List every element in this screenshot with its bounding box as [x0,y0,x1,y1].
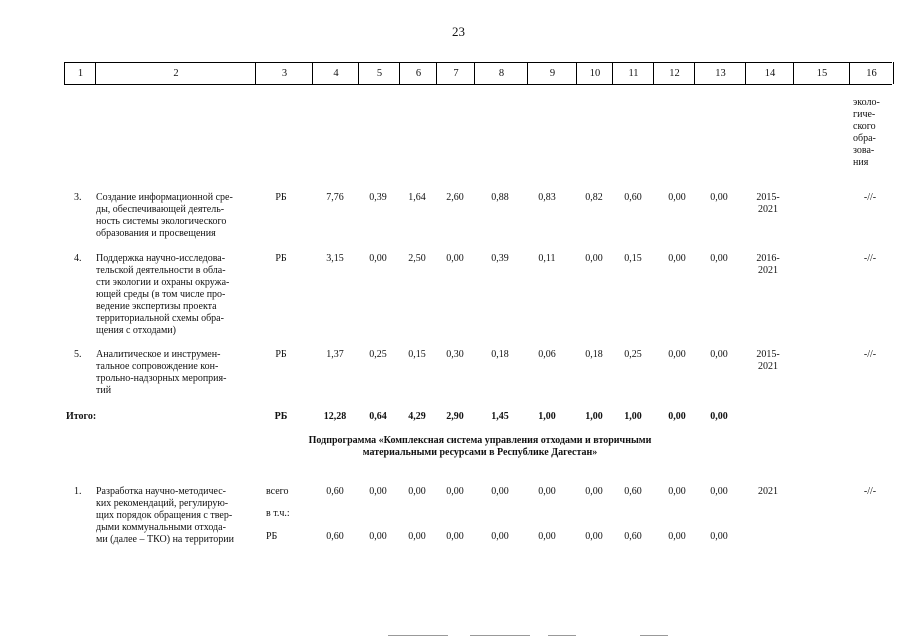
header-cell: 16 [849,62,894,84]
header-cell: 10 [576,62,613,84]
total-value: 4,29 [408,411,426,422]
value-cell: 0,00 [585,253,603,264]
value-cell: 0,00 [668,192,686,203]
header-cell: 14 [745,62,794,84]
header-cell: 11 [612,62,654,84]
value-cell: 0,00 [668,486,686,497]
funding-source: РБ [275,192,287,203]
continuation-text: эколо- гиче- ского обра- зова- ния [853,97,880,168]
description-line: ми (далее – ТКО) на территории [96,534,234,545]
description-line: щения с отходами) [96,325,176,336]
header-cell: 2 [95,62,256,84]
total-value: 1,00 [538,411,556,422]
description-line: Создание информационной сре- [96,192,233,203]
value-cell: 0,00 [668,531,686,542]
description-line: тальное сопровождение кон- [96,361,219,372]
description-line: территориальной схемы обра- [96,313,224,324]
header-cell: 9 [527,62,577,84]
header-cell: 6 [399,62,437,84]
description-line: ющей среды (в том числе про- [96,289,226,300]
value-cell: 0,00 [710,486,728,497]
header-cell: 15 [793,62,850,84]
value-cell: 0,00 [585,531,603,542]
description-line: Аналитическое и инструмен- [96,349,221,360]
value-cell: 0,00 [408,531,426,542]
value-cell: 0,00 [668,253,686,264]
footer-mark [470,635,530,636]
subprogram-title: Подпрограмма «Комплексная система управления отходами и вторичными материальными ресурсами в Республике Дагестан» [308,435,652,458]
header-cell: 13 [694,62,746,84]
value-cell: 0,25 [624,349,642,360]
value-cell: 0,00 [369,531,387,542]
description-line: дыми коммунальными отхода- [96,522,226,533]
value-cell: 0,00 [369,486,387,497]
value-cell: 0,00 [446,486,464,497]
row-number: 1. [74,486,82,497]
value-cell: 0,00 [538,531,556,542]
value-cell: 0,60 [326,486,344,497]
footer-mark [548,635,576,636]
funding-source: РБ [275,349,287,360]
value-cell: 0,39 [491,253,509,264]
header-cell: 12 [653,62,695,84]
row-description [96,253,248,337]
value-cell: 0,60 [624,531,642,542]
page-number: 23 [452,24,465,39]
description-line: Поддержка научно-исследова- [96,253,226,264]
value-cell: 0,00 [710,192,728,203]
value-cell: 0,00 [668,349,686,360]
executor-ditto: -//- [863,486,877,497]
total-value: 0,00 [668,411,686,422]
description-line: образования и просвещения [96,228,216,239]
value-cell: 0,88 [491,192,509,203]
description-line: Разработка научно-методичес- [96,486,226,497]
header-cell: 8 [474,62,528,84]
value-cell: 7,76 [326,192,344,203]
description-line: ведение экспертизы проекта [96,301,217,312]
row-description [96,192,248,240]
value-cell: 0,39 [369,192,387,203]
value-cell: 0,18 [585,349,603,360]
header-cell: 4 [312,62,359,84]
description-line: ды, обеспечивающей деятель- [96,204,225,215]
value-cell: 1,64 [408,192,426,203]
total-value: 0,64 [369,411,387,422]
row-description [96,349,248,397]
description-line: тельской деятельности в обла- [96,265,226,276]
description-line: щих порядок обращения с твер- [96,510,233,521]
period-start: 2016- [756,253,780,264]
description-line: трольно-надзорных мероприя- [96,373,227,384]
value-cell: 0,82 [585,192,603,203]
value-cell: 3,15 [326,253,344,264]
value-cell: 0,60 [624,486,642,497]
value-cell: 0,11 [538,253,556,264]
row-description [96,486,248,546]
value-cell: 0,15 [408,349,426,360]
funding-source: всего [266,486,289,497]
period: 2021 [758,486,778,497]
funding-source: в т.ч.: [266,508,290,519]
description-line: ких рекомендаций, регулирую- [96,498,229,509]
header-cell: 3 [255,62,313,84]
total-label: Итого: [66,411,97,422]
header-cell: 1 [64,62,96,84]
row-number: 5. [74,349,82,360]
executor-ditto: -//- [863,349,877,360]
value-cell: 0,00 [538,486,556,497]
total-value: 2,90 [446,411,464,422]
description-line: тий [96,385,112,396]
total-source: РБ [274,411,288,422]
total-value: 1,45 [491,411,509,422]
period-start: 2015- [756,349,780,360]
value-cell: 0,25 [369,349,387,360]
description-line: ность системы экологического [96,216,227,227]
row-number: 3. [74,192,82,203]
period-start: 2015- [756,192,780,203]
value-cell: 0,00 [710,349,728,360]
description-line: сти экологии и охраны окружа- [96,277,230,288]
executor-ditto: -//- [863,253,877,264]
row-number: 4. [74,253,82,264]
value-cell: 0,00 [369,253,387,264]
funding-source: РБ [275,253,287,264]
total-value: 12,28 [323,411,347,422]
value-cell: 0,60 [624,192,642,203]
value-cell: 0,00 [408,486,426,497]
value-cell: 0,00 [446,531,464,542]
value-cell: 0,00 [710,531,728,542]
value-cell: 0,00 [585,486,603,497]
value-cell: 0,00 [491,531,509,542]
footer-mark [388,635,448,636]
total-value: 1,00 [624,411,642,422]
value-cell: 0,30 [446,349,464,360]
period-end: 2021 [758,265,778,276]
value-cell: 2,50 [408,253,426,264]
header-cell: 7 [436,62,475,84]
value-cell: 0,83 [538,192,556,203]
value-cell: 0,60 [326,531,344,542]
value-cell: 0,00 [446,253,464,264]
value-cell: 0,00 [491,486,509,497]
total-value: 0,00 [710,411,728,422]
header-cell: 5 [358,62,400,84]
period-end: 2021 [758,204,778,215]
value-cell: 2,60 [446,192,464,203]
executor-ditto: -//- [863,192,877,203]
period-end: 2021 [758,361,778,372]
value-cell: 0,15 [624,253,642,264]
value-cell: 0,18 [491,349,509,360]
funding-source: РБ [266,531,278,542]
value-cell: 0,06 [538,349,556,360]
value-cell: 1,37 [326,349,344,360]
total-value: 1,00 [585,411,603,422]
value-cell: 0,00 [710,253,728,264]
footer-mark [640,635,668,636]
header-bottom-border [64,84,892,85]
